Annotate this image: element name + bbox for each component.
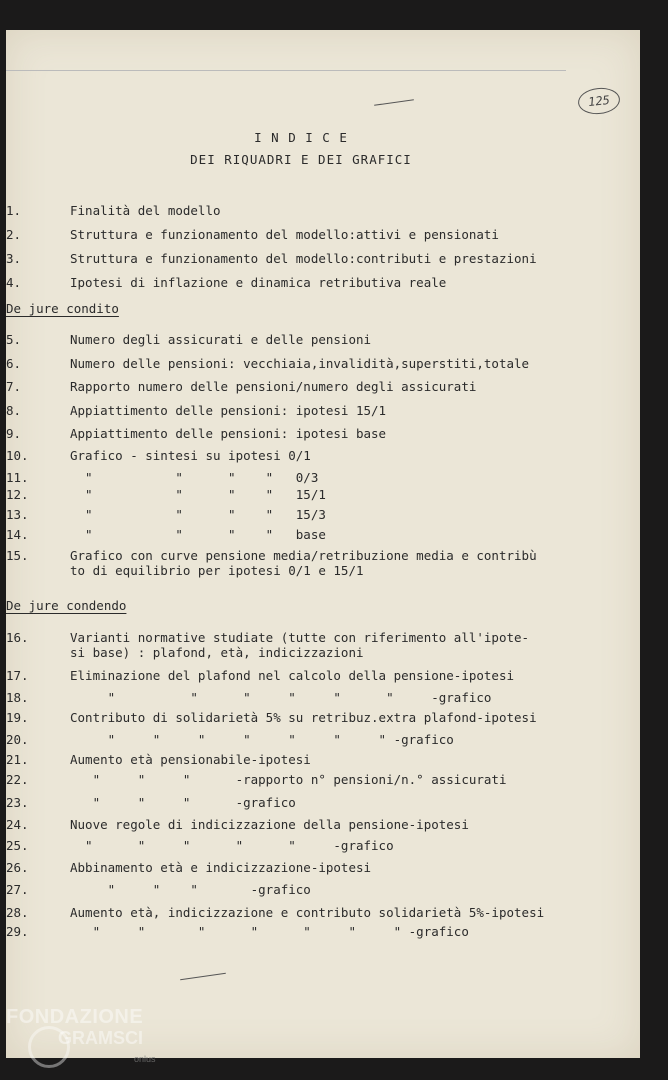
entry-text: " " " " 15/3 <box>70 507 326 522</box>
entry-text: " " " " 15/1 <box>70 487 326 502</box>
entry-number: 19. <box>6 710 29 725</box>
entry-text: Numero degli assicurati e delle pensioni <box>70 332 372 347</box>
index-subtitle: DEI RIQUADRI E DEI GRAFICI <box>190 152 412 167</box>
entry-text: Rapporto numero delle pensioni/numero degli assicurati <box>70 379 477 394</box>
entry-number: 20. <box>6 732 29 747</box>
entry-number: 6. <box>6 356 22 371</box>
entry-text: Finalità del modello <box>70 203 221 218</box>
entry-number: 17. <box>6 668 29 683</box>
entry-text: " " " -grafico <box>70 882 311 897</box>
entry-number: 27. <box>6 882 29 897</box>
watermark-line2: GRAMSCI <box>58 1028 143 1048</box>
entry-text: Aumento età pensionabile-ipotesi <box>70 752 311 767</box>
entry-number: 23. <box>6 795 29 810</box>
entry-text: Numero delle pensioni: vecchiaia,invalidità,superstiti,totale <box>70 356 530 371</box>
entry-number: 29. <box>6 924 29 939</box>
entry-number: 9. <box>6 426 22 441</box>
entry-text: Appiattimento delle pensioni: ipotesi 15/1 <box>70 403 387 418</box>
pen-mark <box>374 99 414 106</box>
entry-number: 10. <box>6 448 29 463</box>
entry-number: 16. <box>6 630 29 645</box>
section-heading: De jure condito <box>6 301 119 316</box>
entry-text: " " " " " -grafico <box>70 838 394 853</box>
entry-number: 5. <box>6 332 22 347</box>
entry-text: Struttura e funzionamento del modello:attivi e pensionati <box>70 227 499 242</box>
entry-text: " " " " " " " -grafico <box>70 732 454 747</box>
section-heading: De jure condendo <box>6 598 127 613</box>
entry-number: 1. <box>6 203 22 218</box>
entry-text: Ipotesi di inflazione e dinamica retributiva reale <box>70 275 447 290</box>
entry-number: 11. <box>6 470 29 485</box>
document-page <box>6 30 640 1058</box>
entry-text: Appiattimento delle pensioni: ipotesi base <box>70 426 387 441</box>
entry-number: 14. <box>6 527 29 542</box>
entry-number: 26. <box>6 860 29 875</box>
entry-text: " " " -grafico <box>70 795 296 810</box>
entry-text: Abbinamento età e indicizzazione-ipotesi <box>70 860 372 875</box>
entry-number: 3. <box>6 251 22 266</box>
entry-number: 13. <box>6 507 29 522</box>
entry-number: 15. <box>6 548 29 563</box>
entry-text: " " " -rapporto n° pensioni/n.° assicurati <box>70 772 507 787</box>
pen-mark-bottom <box>180 973 226 980</box>
entry-text: " " " " " " -grafico <box>70 690 492 705</box>
entry-number: 12. <box>6 487 29 502</box>
entry-number: 28. <box>6 905 29 920</box>
page-number: 125 <box>577 86 621 116</box>
fold-line <box>6 70 566 71</box>
entry-text: Contributo di solidarietà 5% su retribuz.extra plafond-ipotesi <box>70 710 537 725</box>
entry-number: 4. <box>6 275 22 290</box>
entry-number: 7. <box>6 379 22 394</box>
entry-number: 8. <box>6 403 22 418</box>
entry-text: " " " " base <box>70 527 326 542</box>
entry-text: Varianti normative studiate (tutte con riferimento all'ipote- si base) : plafond, età, indicizzazioni <box>70 630 530 660</box>
watermark-line1: FONDAZIONE <box>6 1006 144 1028</box>
entry-text: " " " " " " " -grafico <box>70 924 469 939</box>
entry-number: 2. <box>6 227 22 242</box>
entry-number: 21. <box>6 752 29 767</box>
entry-text: Eliminazione del plafond nel calcolo della pensione-ipotesi <box>70 668 515 683</box>
entry-text: " " " " 0/3 <box>70 470 319 485</box>
index-title: I N D I C E <box>254 130 348 145</box>
entry-text: Aumento età, indicizzazione e contributo solidarietà 5%-ipotesi <box>70 905 545 920</box>
entry-text: Grafico con curve pensione media/retribuzione media e contribù to di equilibrio per ipotesi 0/1 e 15/1 <box>70 548 537 578</box>
entry-text: Struttura e funzionamento del modello:contributi e prestazioni <box>70 251 537 266</box>
entry-number: 25. <box>6 838 29 853</box>
entry-text: Grafico - sintesi su ipotesi 0/1 <box>70 448 311 463</box>
entry-number: 24. <box>6 817 29 832</box>
entry-number: 22. <box>6 772 29 787</box>
entry-text: Nuove regole di indicizzazione della pensione-ipotesi <box>70 817 469 832</box>
watermark-line3: onlus <box>134 1054 156 1064</box>
entry-number: 18. <box>6 690 29 705</box>
